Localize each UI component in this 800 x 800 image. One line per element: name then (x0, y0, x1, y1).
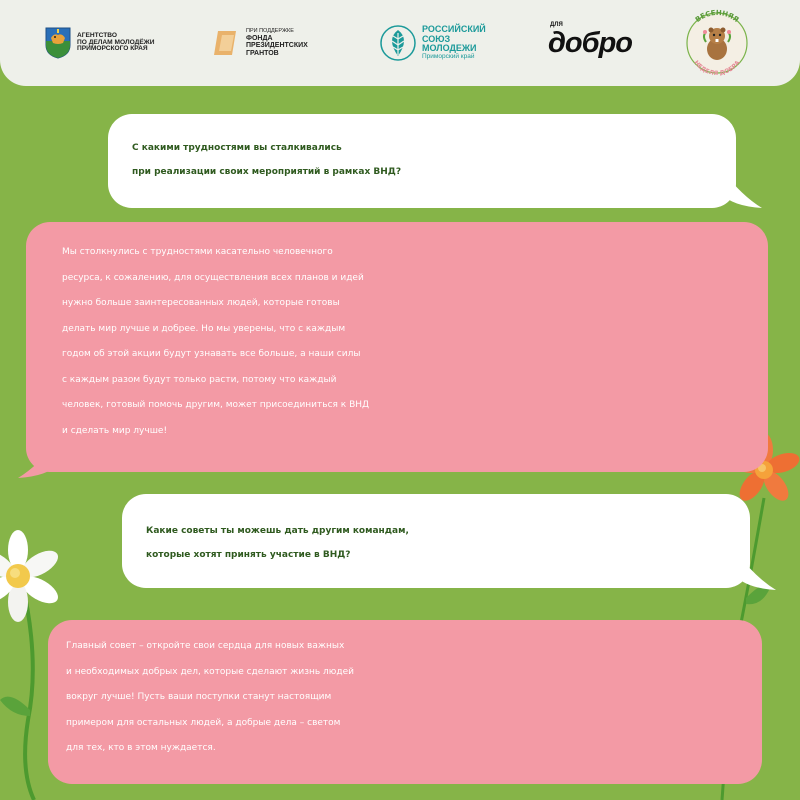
rsm-name (422, 25, 486, 60)
beaver-emblem-icon (676, 2, 758, 84)
agency-line-1: АГЕНТСТВО (77, 31, 118, 39)
agency-logo (45, 0, 154, 86)
rsm-line-4: Приморский край (422, 52, 475, 60)
answer-1-line-2: ресурса, к сожалению, для осуществления всех планов и идей (62, 272, 364, 283)
dobro-logo (548, 0, 632, 86)
leaf-icon (380, 25, 416, 61)
answer-1-line-7: человек, готовый помочь другим, может присоединиться к ВНД (62, 400, 370, 410)
answer-2-line-2: и необходимых добрых дел, которые сделают жизнь людей (66, 666, 354, 677)
rsm-line-3: МОЛОДЕЖИ (422, 43, 477, 54)
answer-1-line-4: делать мир лучше и добрее. Но мы уверены, что с каждым (62, 323, 346, 334)
answer-bubble-1-tail (18, 440, 58, 480)
agency-line-3: ПРИМОРСКОГО КРАЯ (77, 45, 148, 53)
rsm-line-1: РОССИЙСКИЙ (422, 24, 486, 35)
answer-1-line-5: годом об этой акции будут узнавать все больше, а наши силы (62, 349, 361, 359)
answer-2-line-1: Главный совет – откройте свои сердца для новых важных (66, 641, 345, 651)
answer-1-line-6: с каждым разом будут только расти, потому что каждый (62, 374, 337, 385)
answer-1-line-8: и сделать мир лучше! (62, 425, 168, 436)
question-1-line-2: при реализации своих мероприятий в рамках ВНД? (132, 167, 402, 177)
answer-1-line-1: Мы столкнулись с трудностями касательно человечного (62, 247, 333, 257)
grants-line-3: ПРЕЗИДЕНТСКИХ (246, 42, 308, 50)
dobro-big-text: добро (548, 26, 633, 59)
grants-line-2: ФОНДА (246, 34, 273, 42)
answer-bubble-2 (48, 620, 762, 784)
question-bubble-1 (108, 114, 736, 208)
answer-2-line-4: примером для остальных людей, а добрые дела – светом (66, 717, 341, 728)
grants-line-1: ПРИ ПОДДЕРЖКЕ (246, 28, 294, 35)
question-bubble-2 (122, 494, 750, 588)
answer-2-line-5: для тех, кто в этом нуждается. (66, 743, 216, 753)
vnd-bottom-text: НЕДЕЛЯ ДОБРА (692, 59, 742, 78)
agency-line-2: ПО ДЕЛАМ МОЛОДЁЖИ (77, 38, 155, 46)
answer-2-line-3: вокруг лучше! Пусть ваши поступки станут настоящим (66, 692, 332, 702)
grants-mark-icon (214, 29, 240, 57)
dobro-wordmark (548, 21, 633, 60)
question-2-line-1: Какие советы ты можешь дать другим командам, (146, 526, 409, 536)
rsm-line-2: СОЮЗ (422, 33, 451, 44)
question-1-line-1: С какими трудностями вы сталкивались (132, 143, 342, 153)
answer-bubble-1 (26, 222, 768, 472)
grants-line-4: ГРАНТОВ (246, 49, 279, 57)
question-bubble-1-tail (722, 170, 762, 210)
vnd-emblem (676, 0, 758, 86)
rsm-logo (380, 0, 486, 86)
vnd-top-text: ВЕСЕННЯЯ (693, 8, 741, 24)
question-2-line-2: которые хотят принять участие в ВНД? (146, 550, 351, 560)
dobro-small-text: ДЛЯ (550, 21, 563, 28)
answer-1-line-3: нужно больше заинтересованных людей, которые готовы (62, 298, 340, 308)
grants-fund-name (246, 29, 308, 57)
question-bubble-2-tail (736, 552, 776, 592)
header-bar (0, 0, 800, 86)
coat-of-arms-icon (45, 27, 71, 59)
grants-fund-logo (214, 0, 308, 86)
agency-name (77, 33, 154, 54)
